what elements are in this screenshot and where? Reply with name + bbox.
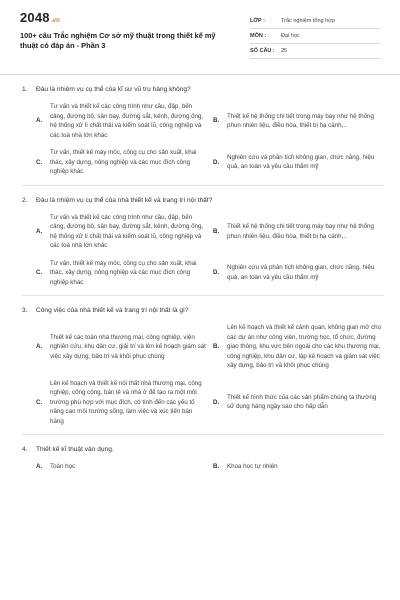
answer-letter: A. — [36, 227, 43, 235]
answer-letter: C. — [36, 158, 43, 166]
answer-text: Toán học — [50, 463, 76, 470]
answer-letter: B. — [213, 463, 220, 470]
answer-option-d[interactable] — [213, 259, 384, 288]
answer-option-c[interactable] — [36, 379, 207, 427]
meta-value: 25 — [281, 48, 288, 54]
answer-letter: B. — [213, 117, 220, 125]
answer-option-a[interactable] — [36, 102, 207, 140]
answer-letter: B. — [213, 343, 220, 350]
question-stem — [22, 85, 384, 94]
answer-text: Thiết kế các toàn nhà thương mại, công nghiệp, viện nghiên cứu, khu dân cư, giải trí và lên kế hoạch giám sát việc xây dựng, bảo trì và khôi phục chúng — [50, 333, 206, 360]
meta-label: MÔN : — [250, 33, 267, 39]
question-divider — [22, 185, 384, 186]
meta-row-subject — [250, 29, 380, 44]
answer-options — [36, 462, 384, 472]
answer-text: Tư vấn, thiết kế máy móc, công cụ cho sản xuất, khai thác, xây dựng, nông nghiệp và các mục đích công nghiệp khác — [50, 149, 197, 175]
meta-row-count — [250, 44, 380, 59]
answer-letter: B. — [213, 227, 220, 235]
answer-option-b[interactable] — [213, 213, 384, 251]
answer-letter: D. — [213, 158, 220, 166]
answer-letter: A. — [36, 343, 43, 350]
answer-option-d[interactable] — [213, 379, 384, 427]
question-stem — [22, 196, 384, 205]
question-text: Đâu là nhiệm vụ cụ thể của kĩ sư vũ trụ hàng không? — [36, 86, 191, 93]
question-divider — [22, 295, 384, 296]
answer-text: Tư vấn, thiết kế máy móc, công cụ cho sản xuất, khai thác, xây dựng, nông nghiệp và các mục đích công nghiệp khác — [50, 259, 197, 286]
meta-row-class — [250, 14, 380, 29]
answer-text: Thiết kế hệ thống chi tiết trong máy bay như hệ thống phun nhiên liệu, điều hòa, thiết bị hạ cánh,.. — [227, 112, 374, 129]
answer-option-b[interactable] — [213, 462, 384, 472]
answer-options — [36, 102, 384, 177]
answer-option-b[interactable] — [213, 102, 384, 140]
answer-options — [36, 323, 384, 426]
logo-main: 2048 — [20, 10, 50, 25]
meta-label: LỚP : — [250, 18, 265, 24]
answer-option-d[interactable] — [213, 148, 384, 177]
answer-text: Nghiên cứu và phân tích không gian, chức năng, hiệu quả, an toàn và yêu cầu thẩm mỹ — [227, 264, 375, 281]
answer-letter: A. — [36, 117, 43, 125]
answer-text: Nghiên cứu và phân tích không gian, chức năng, hiệu quả, an toàn và yêu cầu thẩm mỹ — [227, 153, 375, 171]
question-number: 1. — [22, 86, 28, 93]
question-3 — [22, 306, 384, 435]
answer-letter: C. — [36, 398, 43, 406]
meta-value: Đại học — [281, 33, 300, 39]
answer-option-a[interactable] — [36, 323, 207, 371]
question-4 — [22, 445, 384, 472]
answer-option-c[interactable] — [36, 148, 207, 177]
answer-text: Tư vấn và thiết kế các công trình như cầu, đập, bến cảng, đường bộ, sân bay, đường sắt, kênh, đường ống, hệ thống xử lí chất thải và kiểm soát lũ, công nghiệp và các toà nhà lớn khác — [50, 103, 204, 139]
answer-options — [36, 213, 384, 288]
question-1 — [22, 85, 384, 186]
answer-letter: C. — [36, 269, 43, 276]
meta-value: Trắc nghiệm tổng hợp — [281, 18, 335, 24]
question-text: Thiết kế kĩ thuật vận dụng. — [36, 446, 114, 453]
answer-option-b[interactable] — [213, 323, 384, 371]
question-number: 2. — [22, 196, 28, 204]
answer-letter: D. — [213, 398, 220, 406]
question-stem — [22, 306, 384, 315]
question-number: 4. — [22, 446, 28, 453]
meta-label: SỐ CÂU : — [250, 48, 275, 54]
answer-text: Thiết kế hệ thống chi tiết trong máy bay như hệ thống phun nhiên liệu, điều hòa, thiết bị hạ cánh,.. — [227, 223, 374, 240]
logo-domain: .vn — [50, 18, 61, 24]
answer-option-a[interactable] — [36, 462, 207, 472]
question-text: Đâu là nhiệm vụ cụ thể của nhà thiết kế và trang trí nội thất? — [36, 196, 213, 204]
answer-option-a[interactable] — [36, 213, 207, 251]
answer-option-c[interactable] — [36, 259, 207, 288]
question-list — [0, 75, 400, 472]
question-2 — [22, 196, 384, 297]
document-header — [0, 0, 400, 68]
question-divider — [22, 434, 384, 435]
answer-letter: D. — [213, 269, 220, 276]
question-stem — [22, 445, 384, 454]
question-number: 3. — [22, 307, 28, 314]
answer-text: Khoa học tự nhiên — [227, 463, 278, 470]
answer-text: Lên kế hoạch và thiết kế cảnh quan, không gian mở cho các dự án như công viên, trường học, tổ chức, đường giao thông, khu vực bên ngoài cho các khu thương mại, công nghiệp, khu dân cư, lập kế hoạch và giám sát việc xây dựng, bảo trì và khôi phục chúng — [227, 324, 382, 369]
answer-letter: A. — [36, 463, 43, 470]
answer-text: Lên kế hoạch và thiết kế nội thất nhà thương mại, công nghiệp, công cộng, bán lẻ và nhà ở để tạo ra một môi trường phù hợp với mục đích, có tính đến các yếu tố nâng cao môi trường sống, làm việc và xúc tiến bán hàng — [50, 379, 202, 425]
document-title: 100+ câu Trắc nghiệm Cơ sở mỹ thuật trong thiết kế mỹ thuật có đáp án - Phần 3 — [20, 31, 216, 50]
question-text: Công việc của nhà thiết kế và trang trí nội thất là gì? — [36, 307, 189, 314]
answer-text: Tư vấn và thiết kế các công trình như cầu, đập, bến cảng, đường bộ, sân bay, đường sắt, kênh, đường ống, hệ thống xử lí chất thải và kiểm soát lũ, công nghiệp và các toà nhà lớn khác — [50, 213, 204, 249]
meta-panel — [250, 14, 380, 59]
answer-text: Thiết kế hình thức của các sản phẩm chúng ta thường sử dụng hàng ngày sao cho hấp dẫn — [227, 393, 377, 411]
